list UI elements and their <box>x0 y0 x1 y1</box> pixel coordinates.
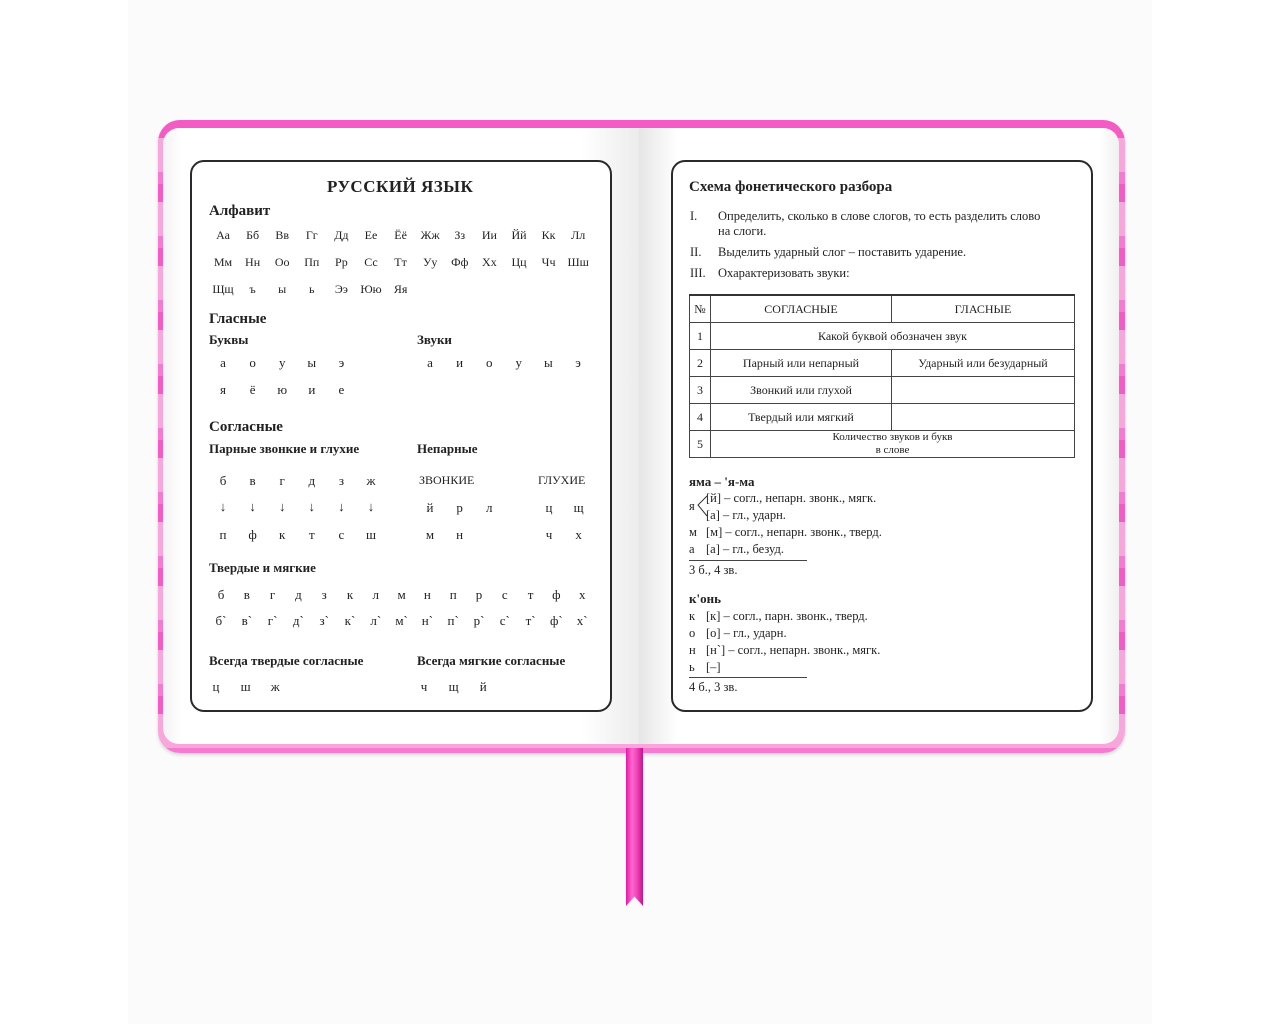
soft-consonant: л` <box>370 613 382 628</box>
hard-consonant: д <box>295 587 302 602</box>
example-letter: м <box>689 525 697 539</box>
alphabet-letter: Чч <box>541 255 556 269</box>
voiced-consonant: д <box>308 473 316 488</box>
row-number: 1 <box>690 323 711 350</box>
hard-consonant: г <box>269 587 276 602</box>
vowel-letter: э <box>338 355 345 370</box>
example-line: [к] – согл., парн. звонк., тверд. <box>706 609 868 623</box>
vowel-sound: о <box>485 355 493 370</box>
arrow-down-icon: ↓ <box>219 499 227 514</box>
example-line: [а] – гл., ударн. <box>706 508 786 522</box>
soft-consonant: п` <box>447 613 459 628</box>
always-hard-heading: Всегда твердые согласные <box>209 653 364 668</box>
vowel-letter: ю <box>277 382 288 397</box>
soft-consonant: р` <box>473 613 485 628</box>
alphabet-letter: Щщ <box>212 282 234 296</box>
vowels-heading: Гласные <box>209 311 267 327</box>
voiceless-consonant: т <box>308 527 315 542</box>
alphabet-letter: ь <box>309 282 315 296</box>
soft-consonant: д` <box>292 613 304 628</box>
unpaired-voiceless-consonant: ч <box>545 527 553 542</box>
vowel-sound: и <box>456 355 464 370</box>
alphabet-letter: Зз <box>454 228 466 242</box>
vowel-letter: ы <box>307 355 317 370</box>
vowel-letter: а <box>220 355 226 370</box>
hard-consonant: с <box>501 587 508 602</box>
vowel-sound: ы <box>544 355 553 370</box>
alphabet-letter: Ээ <box>334 282 348 296</box>
arrow-down-icon: ↓ <box>367 499 375 514</box>
voiced-label: ЗВОНКИЕ <box>419 473 475 487</box>
example-letter: к <box>689 609 696 623</box>
table-cell-line: Количество звуков и букв <box>832 431 953 443</box>
row-number: 5 <box>690 431 711 458</box>
hard-consonant: м <box>397 587 406 602</box>
header-cell: № <box>690 295 711 323</box>
example-line: [а] – гл., безуд. <box>706 542 784 556</box>
table-cell <box>892 404 1075 431</box>
table-cell: Звонкий или глухой <box>711 377 892 404</box>
alphabet-letter: Гг <box>305 228 318 242</box>
voiced-consonant: з <box>338 473 344 488</box>
table-cell <box>711 431 1075 458</box>
vowel-letter: е <box>338 382 345 397</box>
hard-consonant: з <box>321 587 327 602</box>
example-letter: я <box>689 499 695 513</box>
hard-consonant: ф <box>552 587 561 602</box>
row-number: 2 <box>690 350 711 377</box>
unpaired-voiced-consonant: л <box>485 500 493 515</box>
soft-consonant: н` <box>421 613 434 628</box>
soft-consonant: с` <box>499 613 510 628</box>
example-letter: о <box>689 626 696 640</box>
vowel-letter: и <box>308 382 316 397</box>
table-row <box>690 350 1075 377</box>
table-cell-line: в слове <box>875 444 910 456</box>
divider <box>689 677 807 678</box>
always-soft-heading: Всегда мягкие согласные <box>417 653 566 668</box>
hard-consonant: к <box>346 587 354 602</box>
table-cell: Какой буквой обозначен звук <box>711 323 1075 350</box>
table-cell <box>892 377 1075 404</box>
hard-consonant: б <box>217 587 225 602</box>
alphabet-letter: Бб <box>246 228 260 242</box>
divider <box>689 560 807 561</box>
hard-consonant: в <box>243 587 250 602</box>
hard-consonant: л <box>372 587 380 602</box>
unpaired-voiced-consonant: р <box>456 500 463 515</box>
vowel-letter: ё <box>249 382 256 397</box>
alphabet-letter: Фф <box>451 255 469 269</box>
table-header-row <box>690 295 1075 323</box>
step-text: Охарактеризовать звуки: <box>718 266 850 280</box>
alphabet-letter: Тт <box>394 255 407 269</box>
unpaired-voiced-consonant: й <box>426 500 434 515</box>
example-letter: ь <box>689 660 695 674</box>
vowel-letter: о <box>249 355 256 370</box>
alphabet-letter: Сс <box>364 255 378 269</box>
table-cell: Ударный или безударный <box>892 350 1075 377</box>
arrow-down-icon: ↓ <box>338 499 345 514</box>
always-hard-letter: ц <box>212 679 220 694</box>
alphabet-letter: Рр <box>335 255 348 269</box>
alphabet-letter: Йй <box>511 228 527 242</box>
soft-consonant: г` <box>267 613 278 628</box>
page-title: РУССКИЙ ЯЗЫК <box>327 177 474 196</box>
alphabet-letter: Дд <box>334 228 349 242</box>
consonants-heading: Согласные <box>209 419 283 435</box>
alphabet-letter: Юю <box>360 282 382 296</box>
alphabet-letter: Шш <box>567 255 589 269</box>
hard-consonant: т <box>527 587 534 602</box>
vowel-sound: э <box>575 355 581 370</box>
vowel-sound: а <box>427 355 433 370</box>
example-line: [–] <box>706 660 721 674</box>
alphabet-letter: Уу <box>422 255 438 269</box>
alphabet-letter: ъ <box>249 282 256 296</box>
voiced-consonant: в <box>249 473 256 488</box>
arrow-down-icon: ↓ <box>308 499 316 514</box>
always-hard-letter: ж <box>270 679 280 694</box>
header-cell: ГЛАСНЫЕ <box>892 295 1075 323</box>
unpaired-voiceless-consonant: х <box>575 527 582 542</box>
table-row <box>690 377 1075 404</box>
table-row <box>690 323 1075 350</box>
example-letter: а <box>689 542 695 556</box>
soft-consonant: з` <box>319 613 329 628</box>
alphabet-letter: Ёё <box>394 228 407 242</box>
alphabet-letter: Лл <box>571 228 586 242</box>
soft-consonant: к` <box>344 613 356 628</box>
soft-consonant: б` <box>215 613 227 628</box>
alphabet-letter: Аа <box>216 228 230 242</box>
row-number: 4 <box>690 404 711 431</box>
alphabet-letter: Жж <box>420 228 440 242</box>
soft-consonant: х` <box>576 613 588 628</box>
alphabet-letter: Хх <box>482 255 497 269</box>
alphabet-letter: ы <box>278 282 287 296</box>
example-line: [м] – согл., непарн. звонк., тверд. <box>706 525 882 539</box>
hard-consonant: п <box>449 587 457 602</box>
voiceless-consonant: к <box>279 527 286 542</box>
example-letter: н <box>689 643 696 657</box>
table-cell: Парный или непарный <box>711 350 892 377</box>
voiced-consonant: б <box>219 473 227 488</box>
step-num: II. <box>690 245 702 259</box>
arrow-down-icon: ↓ <box>249 499 256 514</box>
step-text: Выделить ударный слог – поставить ударение. <box>718 245 967 259</box>
hard-consonant: х <box>578 587 586 602</box>
soft-consonant: т` <box>525 613 536 628</box>
example-line: [н`] – согл., непарн. звонк., мягк. <box>706 643 881 657</box>
header-cell: СОГЛАСНЫЕ <box>711 295 892 323</box>
row-number: 3 <box>690 377 711 404</box>
alphabet-letter: Вв <box>275 228 290 242</box>
vowel-sounds-heading: Звуки <box>417 332 452 347</box>
alphabet-letter: Нн <box>245 255 261 269</box>
example-total: 3 б., 4 зв. <box>689 563 738 577</box>
alphabet-heading: Алфавит <box>209 203 271 219</box>
alphabet-letter: Мм <box>213 255 233 269</box>
paired-consonants-heading: Парные звонкие и глухие <box>209 441 360 456</box>
voiced-consonant: ж <box>366 473 376 488</box>
example-word: яма – 'я-ма <box>689 474 755 489</box>
hard-consonant: н <box>423 587 431 602</box>
phonetic-table <box>689 294 1075 458</box>
table-cell: Твердый или мягкий <box>711 404 892 431</box>
always-hard-letter: ш <box>240 679 251 694</box>
voiceless-label: ГЛУХИЕ <box>538 473 586 487</box>
voiceless-consonant: с <box>338 527 345 542</box>
voiced-consonant: г <box>279 473 285 488</box>
hard-consonant: р <box>475 587 483 602</box>
step-text-cont: на слоги. <box>718 224 767 238</box>
voiceless-consonant: ш <box>365 527 376 542</box>
soft-consonant: в` <box>241 613 253 628</box>
voiceless-consonant: п <box>219 527 227 542</box>
alphabet-letter: Кк <box>541 228 556 242</box>
alphabet-letter: Ии <box>481 228 497 242</box>
unpaired-voiceless-consonant: ц <box>545 500 553 515</box>
example-total: 4 б., 3 зв. <box>689 680 738 694</box>
unpaired-voiced-consonant: н <box>456 527 464 542</box>
alphabet-letter: Пп <box>304 255 320 269</box>
table-row <box>690 404 1075 431</box>
always-soft-letter: й <box>479 679 487 694</box>
arrow-down-icon: ↓ <box>278 499 286 514</box>
unpaired-voiceless-consonant: щ <box>573 500 584 515</box>
soft-consonant: м` <box>395 613 408 628</box>
alphabet-letter: Яя <box>393 282 408 296</box>
alphabet-letter: Цц <box>511 255 527 269</box>
vowel-letter: я <box>220 382 226 397</box>
vowel-letters-heading: Буквы <box>209 332 249 347</box>
example-line: [й] – согл., непарн. звонк., мягк. <box>706 491 877 505</box>
table-row <box>690 431 1075 458</box>
scheme-title: Схема фонетического разбора <box>689 179 893 195</box>
step-num: III. <box>690 266 706 280</box>
vowel-letter: у <box>278 355 286 370</box>
alphabet-letter: Ее <box>364 228 378 242</box>
unpaired-voiced-consonant: м <box>425 527 435 542</box>
step-text: Определить, сколько в слове слогов, то есть разделить слово <box>718 209 1041 223</box>
hard-soft-heading: Твердые и мягкие <box>209 560 316 575</box>
step-num: I. <box>690 209 698 223</box>
unpaired-consonants-heading: Непарные <box>417 441 478 456</box>
alphabet-letter: Оо <box>274 255 290 269</box>
bookmark-ribbon <box>626 748 643 906</box>
always-soft-letter: ч <box>420 679 428 694</box>
soft-consonant: ф` <box>550 613 563 628</box>
vowel-sound: у <box>515 355 523 370</box>
example-word: к'онь <box>689 591 721 606</box>
voiceless-consonant: ф <box>248 527 257 542</box>
example-line: [о] – гл., ударн. <box>706 626 787 640</box>
always-soft-letter: щ <box>448 679 459 694</box>
